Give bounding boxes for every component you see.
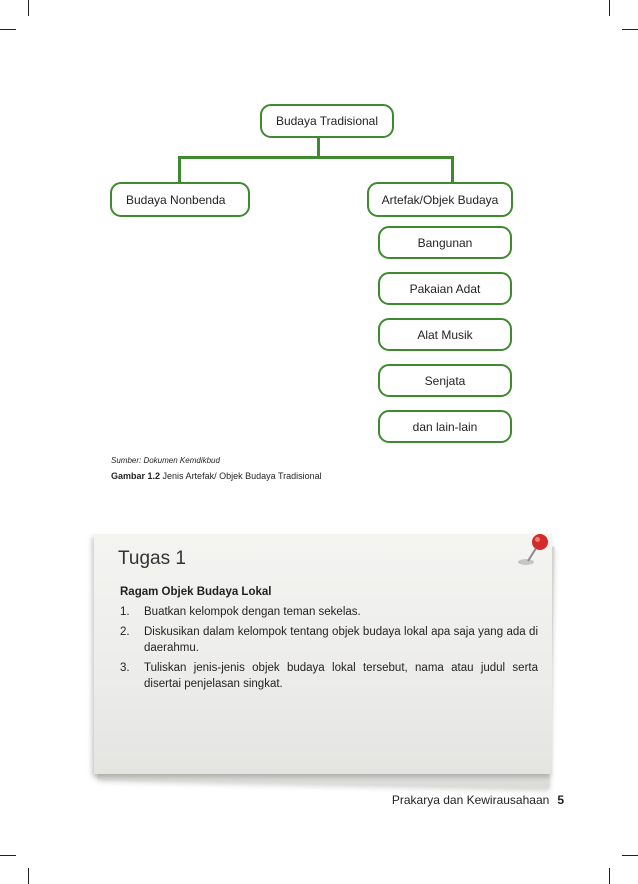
task-item bbox=[120, 660, 538, 692]
crop-mark bbox=[622, 855, 638, 856]
task-item bbox=[120, 624, 538, 656]
connector-root-down bbox=[317, 135, 320, 158]
task-title: Tugas 1 bbox=[118, 548, 186, 569]
task-item bbox=[120, 604, 538, 620]
push-pin-icon bbox=[514, 530, 554, 570]
task-item-text: Tuliskan jenis-jenis objek budaya lokal tersebut, nama atau judul serta disertai penjelasan singkat. bbox=[144, 662, 538, 690]
task-item-number: 3. bbox=[120, 662, 130, 674]
task-list bbox=[120, 604, 538, 696]
figure-text: Jenis Artefak/ Objek Budaya Tradisional bbox=[162, 471, 322, 481]
task-item-text: Buatkan kelompok dengan teman sekelas. bbox=[144, 606, 361, 618]
crop-mark bbox=[609, 0, 610, 16]
crop-mark bbox=[622, 29, 638, 30]
book-title: Prakarya dan Kewirausahaan bbox=[391, 793, 550, 807]
figure-caption bbox=[111, 471, 322, 481]
node-item-alat-musik: Alat Musik bbox=[378, 318, 512, 351]
node-item-senjata: Senjata bbox=[378, 364, 512, 397]
node-item-dan-lain-lain: dan lain-lain bbox=[378, 410, 512, 443]
crop-mark bbox=[0, 29, 16, 30]
crop-mark bbox=[28, 868, 29, 884]
page-footer bbox=[392, 793, 564, 807]
figure-source: Sumber: Dokumen Kemdikbud bbox=[111, 456, 220, 465]
connector-right-down bbox=[451, 156, 454, 184]
crop-mark bbox=[0, 855, 16, 856]
connector-left-down bbox=[178, 156, 181, 184]
task-subtitle: Ragam Objek Budaya Lokal bbox=[120, 586, 272, 598]
connector-horizontal bbox=[178, 156, 454, 159]
node-item-bangunan: Bangunan bbox=[378, 226, 512, 259]
node-budaya-nonbenda: Budaya Nonbenda bbox=[110, 182, 250, 217]
task-item-number: 2. bbox=[120, 626, 130, 638]
task-item-number: 1. bbox=[120, 606, 130, 618]
page-number: 5 bbox=[557, 793, 564, 807]
crop-mark bbox=[609, 868, 610, 884]
node-item-pakaian-adat: Pakaian Adat bbox=[378, 272, 512, 305]
node-budaya-tradisional: Budaya Tradisional bbox=[260, 104, 394, 138]
task-item-text: Diskusikan dalam kelompok tentang objek budaya lokal apa saja yang ada di daerahmu. bbox=[144, 626, 538, 654]
figure-label: Gambar 1.2 bbox=[111, 471, 161, 481]
crop-mark bbox=[28, 0, 29, 16]
node-artefak-objek-budaya: Artefak/Objek Budaya bbox=[367, 182, 513, 217]
